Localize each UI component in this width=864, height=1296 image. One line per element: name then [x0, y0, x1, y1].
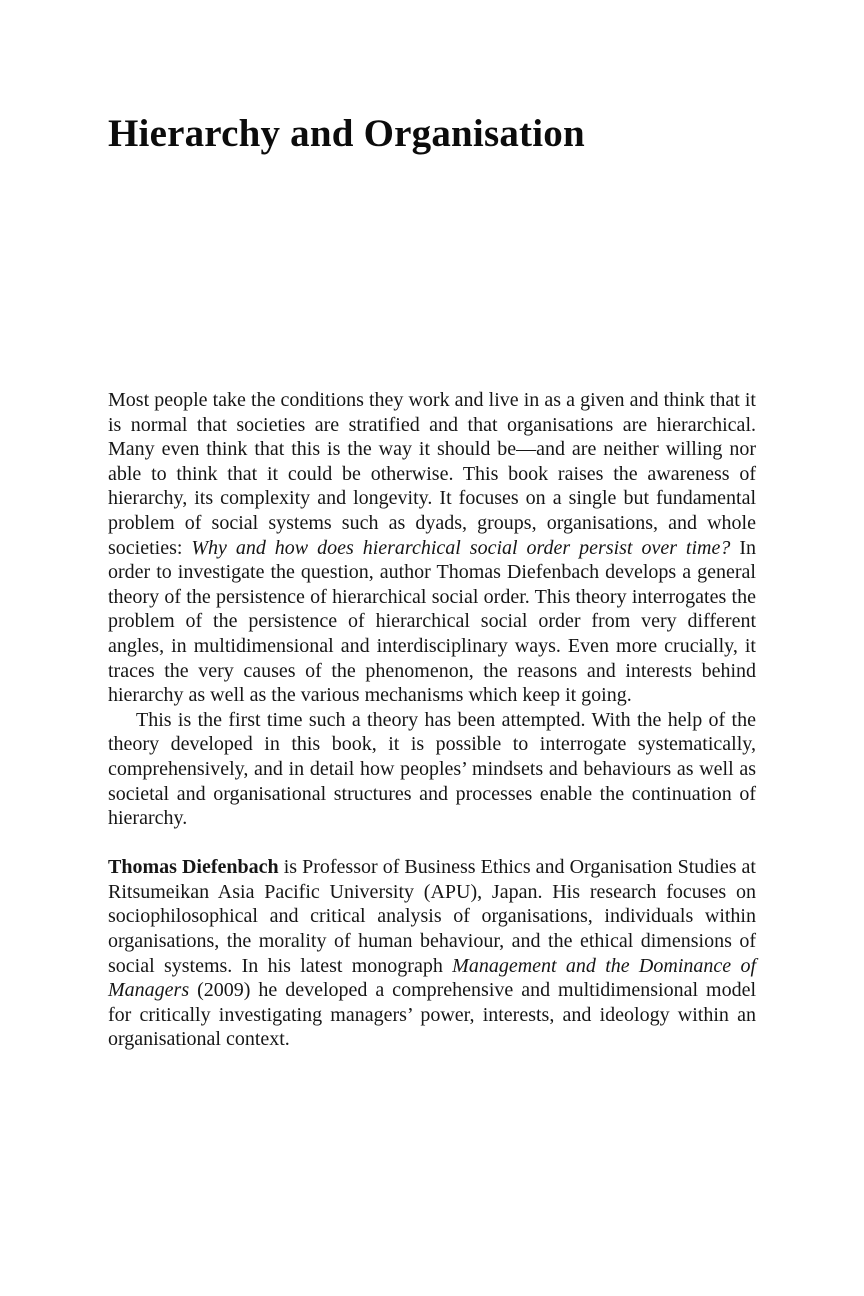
author-name: Thomas Diefenbach — [108, 856, 279, 879]
paragraph-1-text: Most people take the conditions they work and live in as a given and think that it is normal that societies are stratified and that organisations are hierarchical. Many even think that this is the way it should be—and are neither willing nor able to think that it could be otherwise. This book raises the awareness of hierarchy, its complexity and longevity. It focuses on a single but fundamental problem of social systems such as dyads, groups, organisations, and whole societies: — [108, 389, 756, 559]
paragraph-1-italic-question: Why and how does hierarchical social order persist over time? — [191, 536, 731, 559]
author-bio-text: is Professor of Business Ethics and Organisation Studies at Ritsumeikan Asia Pacific University (APU), Japan. His research focuses on sociophilosophical and critical analysis of organisations, individuals within organisations, the morality of human behaviour, and the ethical dimensions of social systems. In his latest monograph — [108, 856, 756, 977]
author-bio-text-continued: (2009) he developed a comprehensive and multidimensional model for critically investigating managers’ power, interests, and ideology within an organisational context. — [108, 979, 756, 1051]
body-text-block — [108, 388, 756, 1052]
paragraph-book-description — [108, 388, 756, 708]
paragraph-1-text-continued: In order to investigate the question, author Thomas Diefenbach develops a general theory of the persistence of hierarchical social order. This theory interrogates the problem of the persistence of hierarchical social order from very different angles, in multidimensional and interdisciplinary ways. Even more crucially, it traces the very causes of the phenomenon, the reasons and interests behind hierarchy as well as the various mechanisms which keep it going. — [108, 536, 756, 707]
author-bio — [108, 855, 756, 1052]
monograph-title: Management and the Dominance of Managers — [108, 954, 756, 1002]
paragraph-theory-claim: This is the first time such a theory has been attempted. With the help of the theory developed in this book, it is possible to interrogate systematically, comprehensively, and in detail how peoples’ mindsets and behaviours as well as societal and organisational structures and processes enable the continuation of hierarchy. — [108, 708, 756, 830]
page-title: Hierarchy and Organisation — [108, 112, 585, 155]
